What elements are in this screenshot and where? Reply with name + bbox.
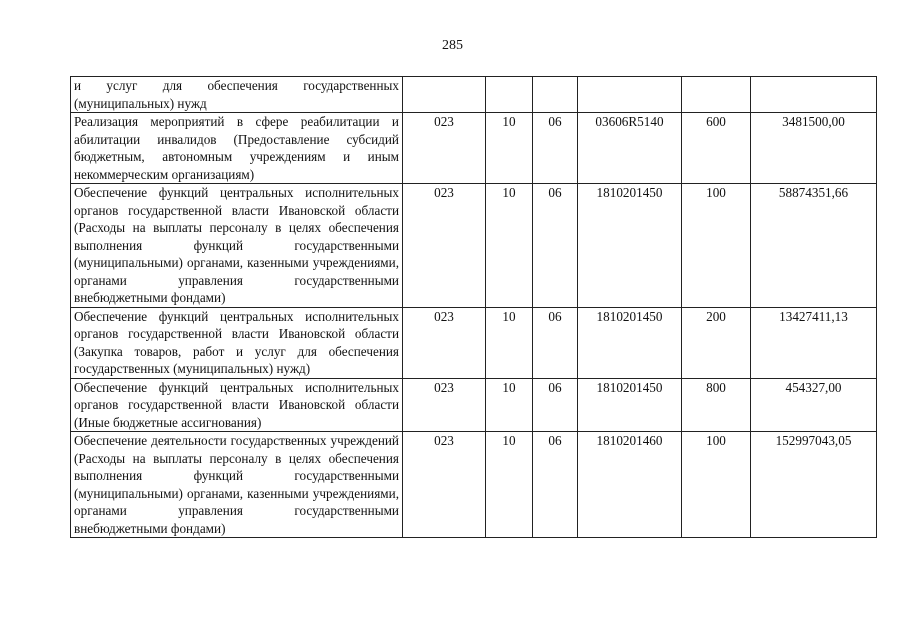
row-description: Обеспечение функций центральных исполнительных органов государственной власти Ивановской области (Иные бюджетные ассигнования): [71, 378, 403, 432]
table-row: [71, 184, 877, 308]
budget-table-body: [71, 77, 877, 538]
row-expense-type: 600: [682, 113, 751, 184]
table-row: [71, 113, 877, 184]
row-section: 10: [486, 432, 533, 538]
row-sum: 454327,00: [751, 378, 877, 432]
row-subsection: 06: [533, 307, 578, 378]
row-section: [486, 77, 533, 113]
row-subsection: [533, 77, 578, 113]
row-description: Обеспечение функций центральных исполнительных органов государственной власти Ивановской области (Расходы на выплаты персоналу в целях обеспечения выполнения функций государственными (муниципальными) органами, казенными учреждениями, органами управления государственными внебюджетными фондами): [71, 184, 403, 308]
table-row: [71, 307, 877, 378]
row-target-article: 1810201450: [578, 307, 682, 378]
row-target-article: 1810201450: [578, 378, 682, 432]
row-description: Обеспечение деятельности государственных учреждений (Расходы на выплаты персоналу в целях обеспечения выполнения функций государственными (муниципальными) органами, казенными учреждениями, органами управления государственными внебюджетными фондами): [71, 432, 403, 538]
budget-table: [70, 76, 877, 538]
table-row: [71, 378, 877, 432]
table-row: [71, 432, 877, 538]
row-subsection: 06: [533, 113, 578, 184]
row-sum: 58874351,66: [751, 184, 877, 308]
row-expense-type: 200: [682, 307, 751, 378]
row-subsection: 06: [533, 432, 578, 538]
row-section: 10: [486, 378, 533, 432]
row-expense-type: 800: [682, 378, 751, 432]
row-section: 10: [486, 307, 533, 378]
row-admin-code: [403, 77, 486, 113]
row-sum: 152997043,05: [751, 432, 877, 538]
row-section: 10: [486, 113, 533, 184]
row-target-article: [578, 77, 682, 113]
row-subsection: 06: [533, 184, 578, 308]
row-section: 10: [486, 184, 533, 308]
row-expense-type: 100: [682, 432, 751, 538]
row-description: Реализация мероприятий в сфере реабилитации и абилитации инвалидов (Предоставление субсидий бюджетным, автономным учреждениям и иным некоммерческим организациям): [71, 113, 403, 184]
table-row: [71, 77, 877, 113]
row-description: Обеспечение функций центральных исполнительных органов государственной власти Ивановской области (Закупка товаров, работ и услуг для обеспечения государственных (муниципальных) нужд): [71, 307, 403, 378]
row-admin-code: 023: [403, 307, 486, 378]
row-description: и услуг для обеспечения государственных (муниципальных) нужд: [71, 77, 403, 113]
row-expense-type: [682, 77, 751, 113]
row-target-article: 1810201460: [578, 432, 682, 538]
row-target-article: 1810201450: [578, 184, 682, 308]
row-sum: 3481500,00: [751, 113, 877, 184]
row-sum: 13427411,13: [751, 307, 877, 378]
row-admin-code: 023: [403, 184, 486, 308]
page-number: 285: [442, 38, 463, 53]
row-admin-code: 023: [403, 378, 486, 432]
row-target-article: 03606R5140: [578, 113, 682, 184]
row-admin-code: 023: [403, 113, 486, 184]
row-expense-type: 100: [682, 184, 751, 308]
row-subsection: 06: [533, 378, 578, 432]
row-sum: [751, 77, 877, 113]
row-admin-code: 023: [403, 432, 486, 538]
